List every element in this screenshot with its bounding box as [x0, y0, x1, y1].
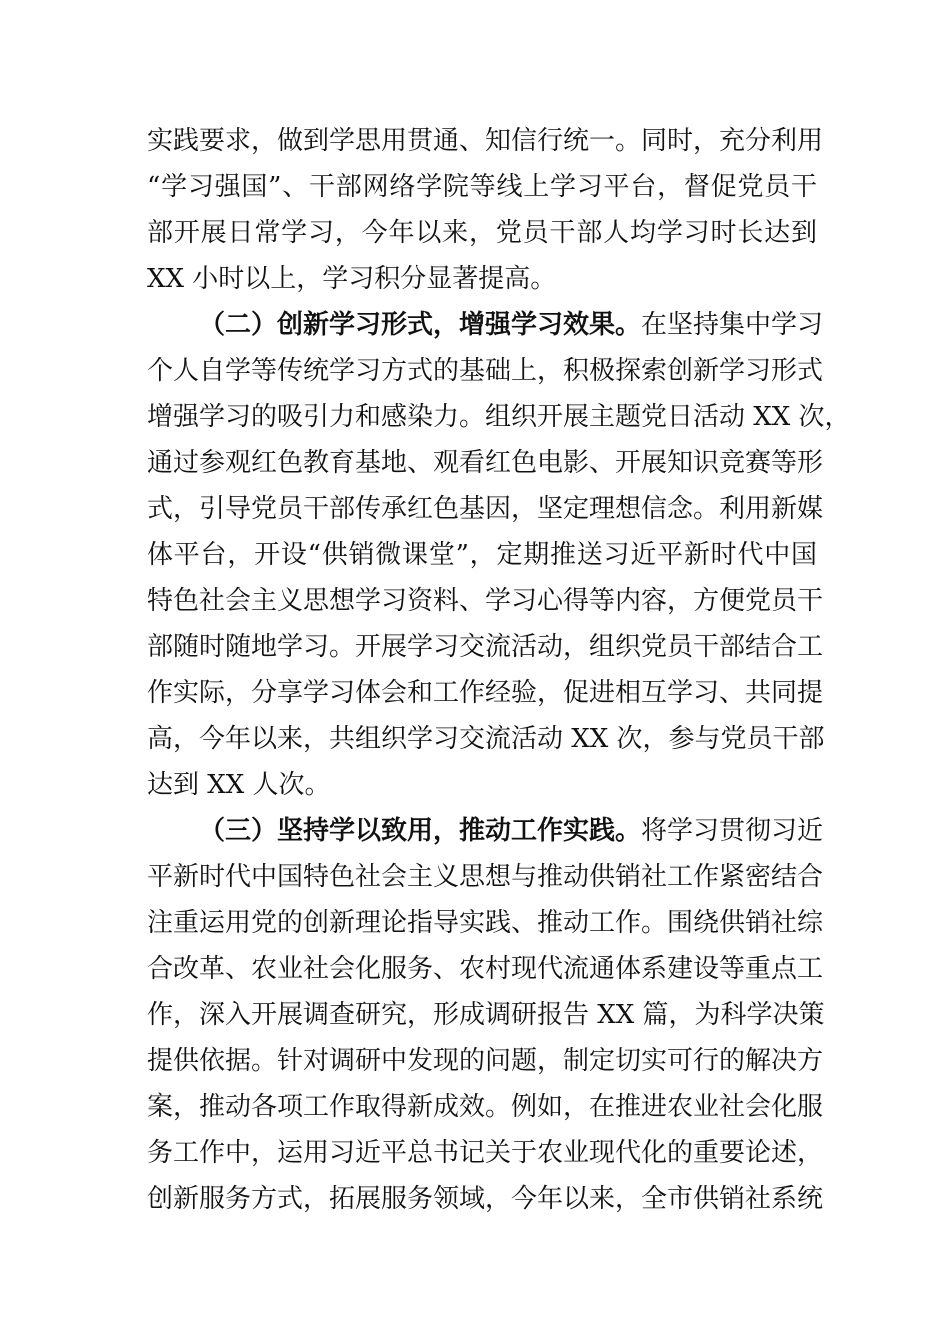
section-3-heading: （三）坚持学以致用，推动工作实践。 [199, 816, 642, 846]
text-line: 体平台，开设“供销微课堂”，定期推送习近平新时代中国 [147, 540, 817, 570]
text-line: “学习强国”、干部网络学院等线上学习平台，督促党员干 [147, 172, 817, 202]
text-line: 提供依据。针对调研中发现的问题，制定切实可行的解决方 [147, 1046, 824, 1076]
section-2-first-line [199, 305, 824, 345]
text-line: 通过参观红色教育基地、观看红色电影、开展知识竞赛等形 [147, 448, 824, 478]
text-line: 作实际，分享学习体会和工作经验，促进相互学习、共同提 [147, 678, 824, 708]
text-line: 案，推动各项工作取得新成效。例如，在推进农业社会化服 [147, 1092, 824, 1122]
text-line: 创新服务方式，拓展服务领域，今年以来，全市供销社系统 [147, 1184, 824, 1214]
text-line: 达到 XX 人次。 [147, 770, 331, 800]
section-2-heading: （二）创新学习形式，增强学习效果。 [199, 310, 642, 340]
text-line: 高，今年以来，共组织学习交流活动 XX 次，参与党员干部 [147, 724, 825, 754]
text-line: 实践要求，做到学思用贯通、知信行统一。同时，充分利用 [147, 126, 824, 156]
text-line: 部随时随地学习。开展学习交流活动，组织党员干部结合工 [147, 632, 824, 662]
text-line: 部开展日常学习，今年以来，党员干部人均学习时长达到 [147, 218, 817, 248]
text-line: 务工作中，运用习近平总书记关于农业现代化的重要论述， [147, 1138, 824, 1168]
text-line: 注重运用党的创新理论指导实践、推动工作。围绕供销社综 [147, 908, 824, 938]
text-line: 个人自学等传统学习方式的基础上，积极探索创新学习形式 [147, 356, 824, 386]
text-line: 平新时代中国特色社会主义思想与推动供销社工作紧密结合 [147, 862, 824, 892]
text-line: 特色社会主义思想学习资料、学习心得等内容，方便党员干 [147, 586, 824, 616]
text-line: 式，引导党员干部传承红色基因，坚定理想信念。利用新媒 [147, 494, 824, 524]
section-3-first-line [199, 811, 824, 851]
text-line: 合改革、农业社会化服务、农村现代流通体系建设等重点工 [147, 954, 824, 984]
text-line: XX 小时以上，学习积分显著提高。 [147, 264, 557, 294]
text-line: 作，深入开展调查研究，形成调研报告 XX 篇，为科学决策 [147, 1000, 825, 1030]
section-2-lead-text: 在坚持集中学习 [641, 310, 824, 340]
section-3-lead-text: 将学习贯彻习近 [641, 816, 824, 846]
text-line: 增强学习的吸引力和感染力。组织开展主题党日活动 XX 次， [147, 402, 851, 432]
